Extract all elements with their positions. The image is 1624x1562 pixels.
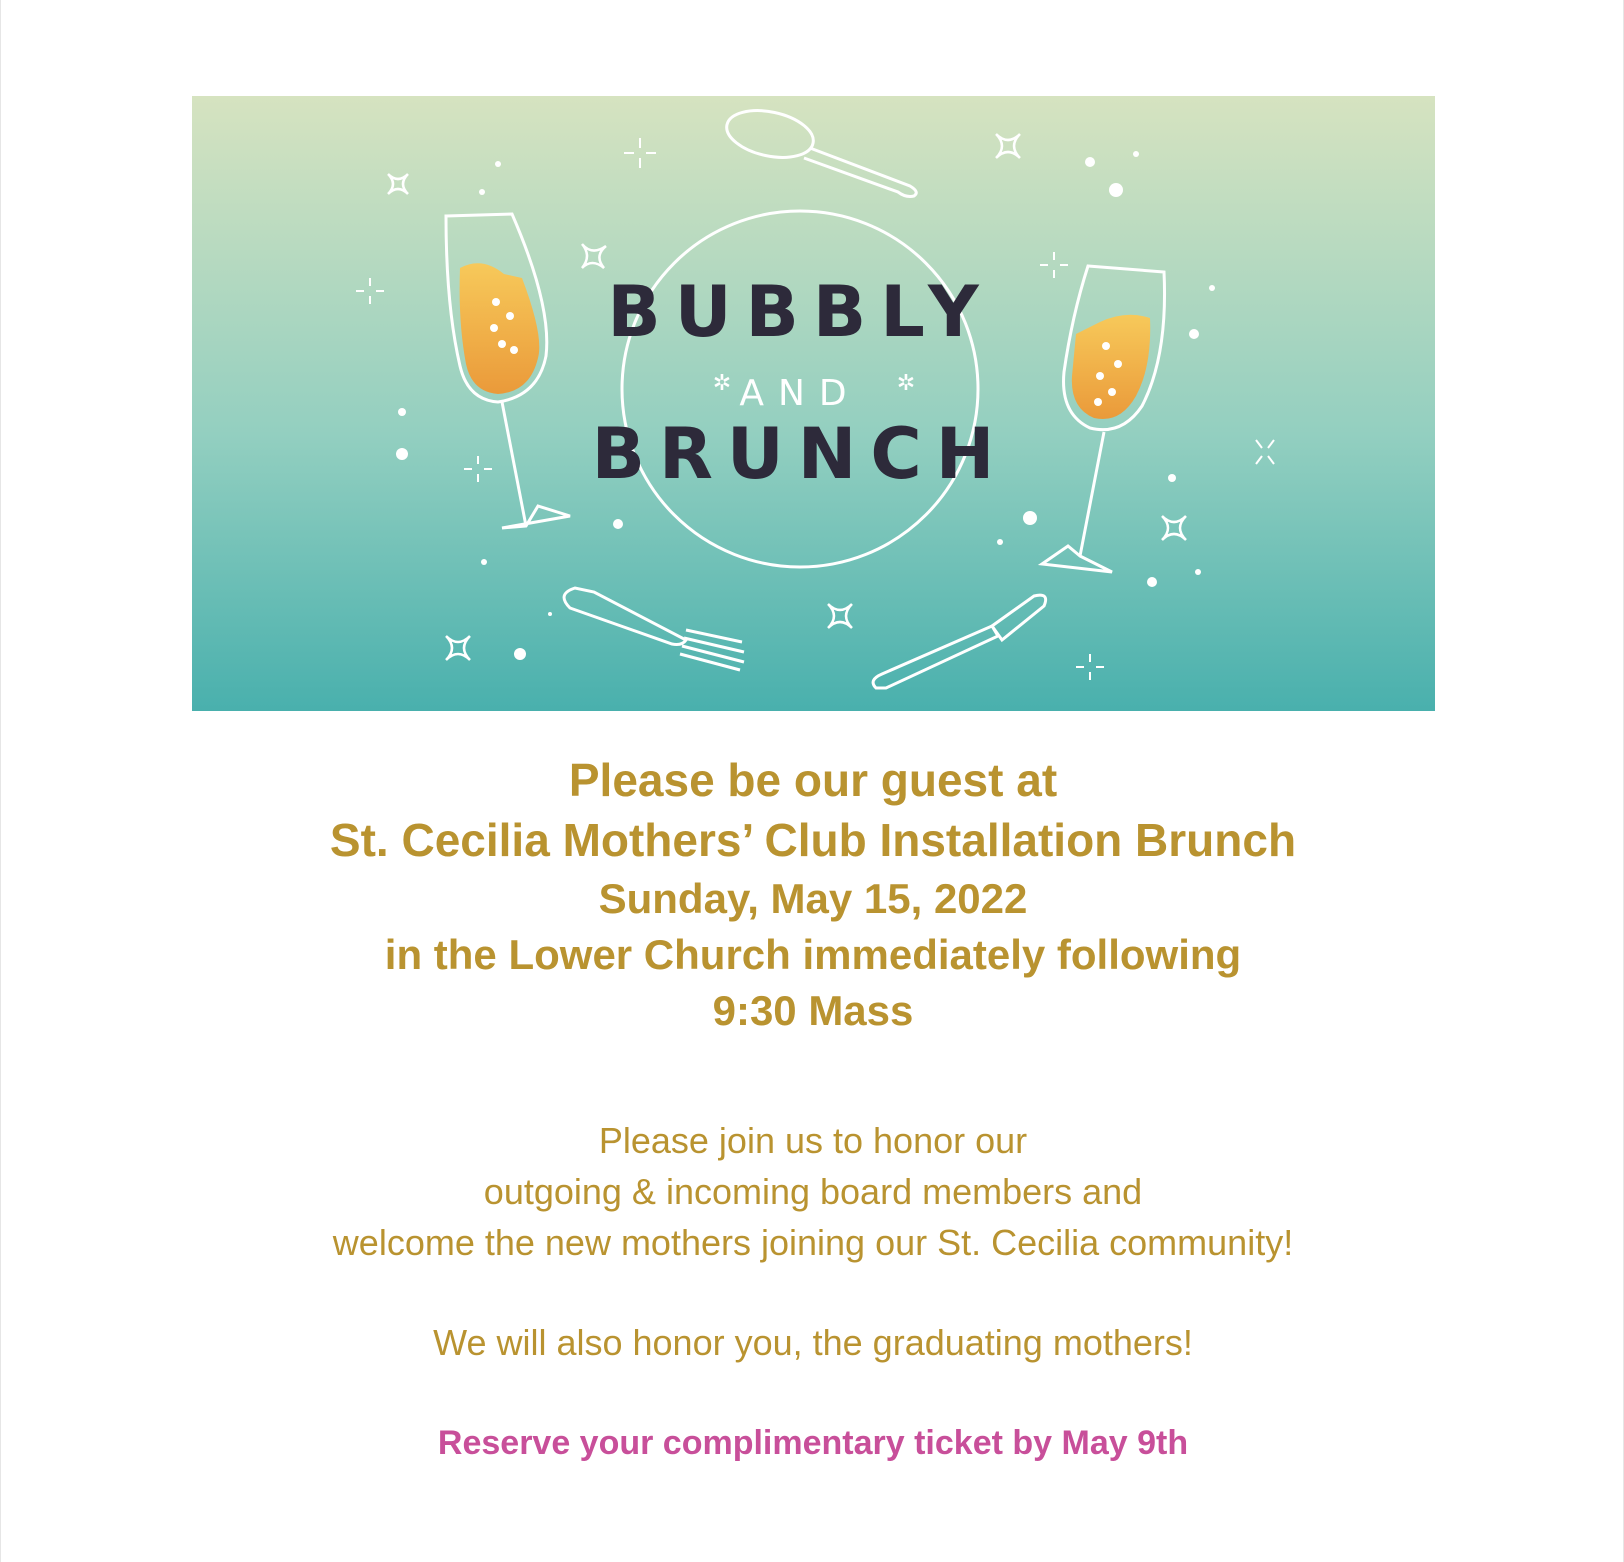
event-time: 9:30 Mass [712,987,914,1034]
banner-word-brunch: BRUNCH [591,413,1009,495]
message-line-2: outgoing & incoming board members and [483,1171,1143,1212]
message-line-1: Please join us to honor our [598,1120,1028,1161]
event-title: St. Cecilia Mothers’ Club Installation Brunch [329,814,1297,866]
event-location: in the Lower Church immediately following [384,931,1242,978]
banner-word-bubbly: BUBBLY [607,271,993,353]
star-icon: ✲ [896,371,916,396]
banner-word-and: AND [739,373,861,414]
message-line-4: We will also honor you, the graduating mothers! [433,1322,1193,1363]
banner-illustration [192,96,1435,711]
event-date: Sunday, May 15, 2022 [598,875,1028,922]
star-icon: ✲ [712,371,732,396]
bubbly-brunch-banner [192,96,1435,711]
reserve-ticket-link[interactable]: Reserve your complimentary ticket by May 9th [437,1424,1189,1462]
invitation-line-1: Please be our guest at [568,754,1058,806]
message-line-3: welcome the new mothers joining our St. Cecilia community! [332,1222,1294,1263]
